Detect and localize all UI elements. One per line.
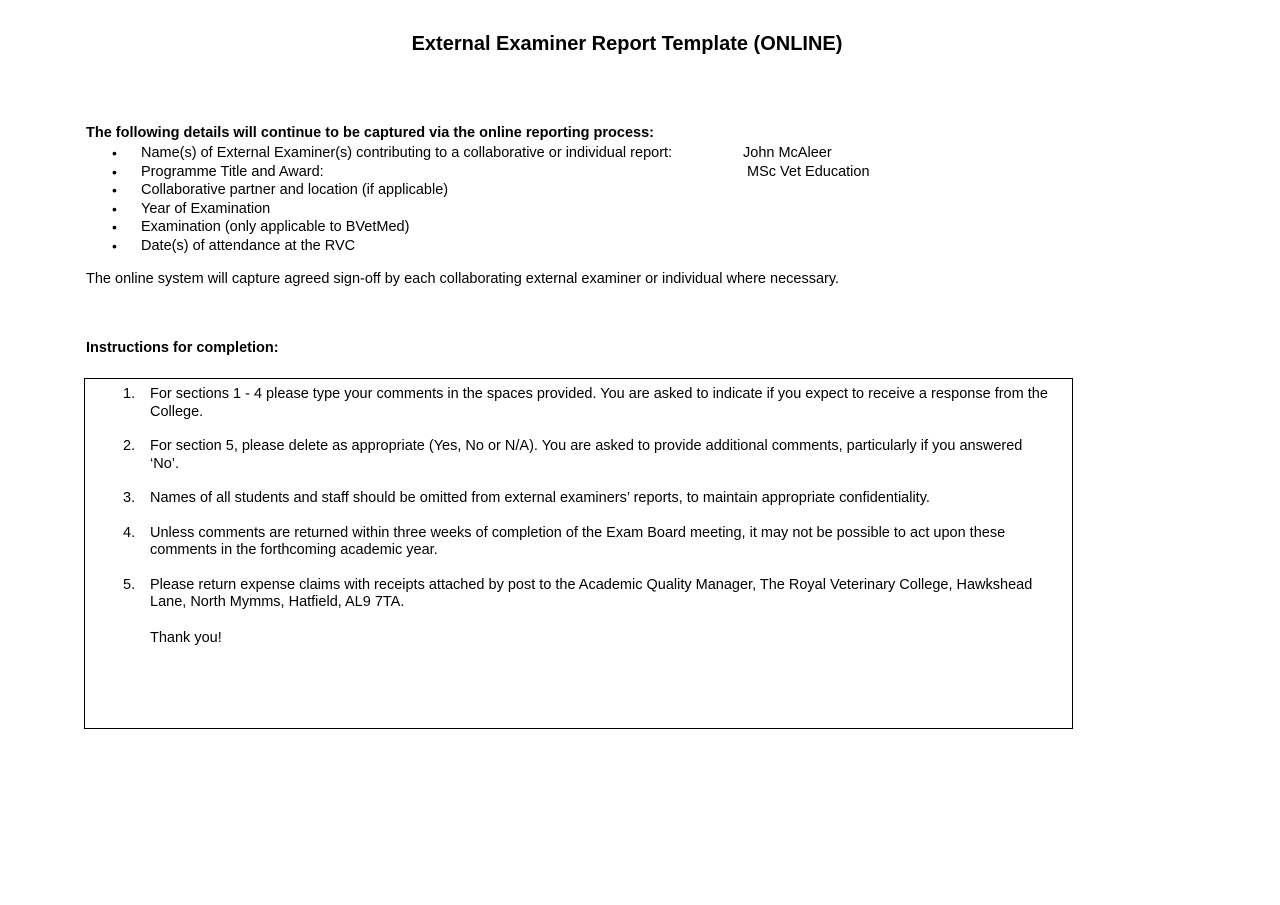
detail-label: Collaborative partner and location (if applicable)	[141, 182, 449, 198]
detail-item-examiners	[86, 144, 986, 163]
instruction-item	[85, 490, 1050, 508]
detail-label: Date(s) of attendance at the RVC	[141, 237, 356, 254]
details-list	[86, 144, 986, 255]
bullet-icon: •	[112, 200, 117, 217]
signoff-note: The online system will capture agreed sign-off by each collaborating external examiner or individual where necessary.	[86, 271, 840, 287]
bullet-icon: •	[112, 163, 117, 180]
details-heading: The following details will continue to be captured via the online reporting process:	[86, 125, 654, 141]
bullet-icon: •	[112, 145, 117, 161]
detail-item-partner	[86, 181, 986, 200]
detail-label: Programme Title and Award:	[141, 163, 324, 180]
bullet-icon: •	[112, 237, 117, 254]
instruction-item	[85, 525, 1050, 560]
instruction-item	[85, 577, 1050, 612]
instruction-number: 1.	[123, 386, 136, 402]
examiner-name-value: John McAleer	[743, 145, 832, 161]
instruction-number: 5.	[123, 576, 136, 593]
bullet-icon: •	[112, 219, 117, 235]
instructions-heading: Instructions for completion:	[86, 340, 279, 356]
detail-label: Year of Examination	[141, 200, 271, 217]
instructions-box	[84, 378, 1073, 729]
instruction-number: 4.	[123, 524, 136, 541]
instruction-number: 2.	[123, 438, 136, 454]
detail-item-examination	[86, 218, 986, 237]
instruction-text: For section 5, please delete as appropriate (Yes, No or N/A). You are asked to provide additional comments, particularly if you answered ‘No’.	[150, 438, 1023, 472]
instruction-item	[85, 438, 1050, 473]
instructions-list	[85, 386, 1050, 629]
detail-item-attendance	[86, 237, 986, 256]
instruction-text: Unless comments are returned within three weeks of completion of the Exam Board meeting, it may not be possible to act upon these comments in the forthcoming academic year.	[150, 524, 1006, 558]
instruction-text: Names of all students and staff should be omitted from external examiners’ reports, to maintain appropriate confidentiality.	[150, 490, 930, 506]
detail-label: Examination (only applicable to BVetMed)	[141, 219, 410, 235]
thank-you-text: Thank you!	[150, 630, 222, 646]
instruction-text: For sections 1 - 4 please type your comments in the spaces provided. You are asked to indicate if you expect to receive a response from the College.	[150, 386, 1048, 420]
detail-item-year	[86, 200, 986, 219]
instruction-number: 3.	[123, 490, 136, 506]
bullet-icon: •	[112, 182, 117, 198]
instruction-text: Please return expense claims with receipts attached by post to the Academic Quality Manager, The Royal Veterinary College, Hawkshead Lane, North Mymms, Hatfield, AL9 7TA.	[150, 576, 1033, 610]
detail-item-programme	[86, 163, 986, 182]
document-title: External Examiner Report Template (ONLINE)	[411, 33, 843, 55]
programme-value: MSc Vet Education	[747, 163, 870, 180]
detail-label: Name(s) of External Examiner(s) contributing to a collaborative or individual report:	[141, 145, 673, 161]
instruction-item	[85, 386, 1050, 421]
